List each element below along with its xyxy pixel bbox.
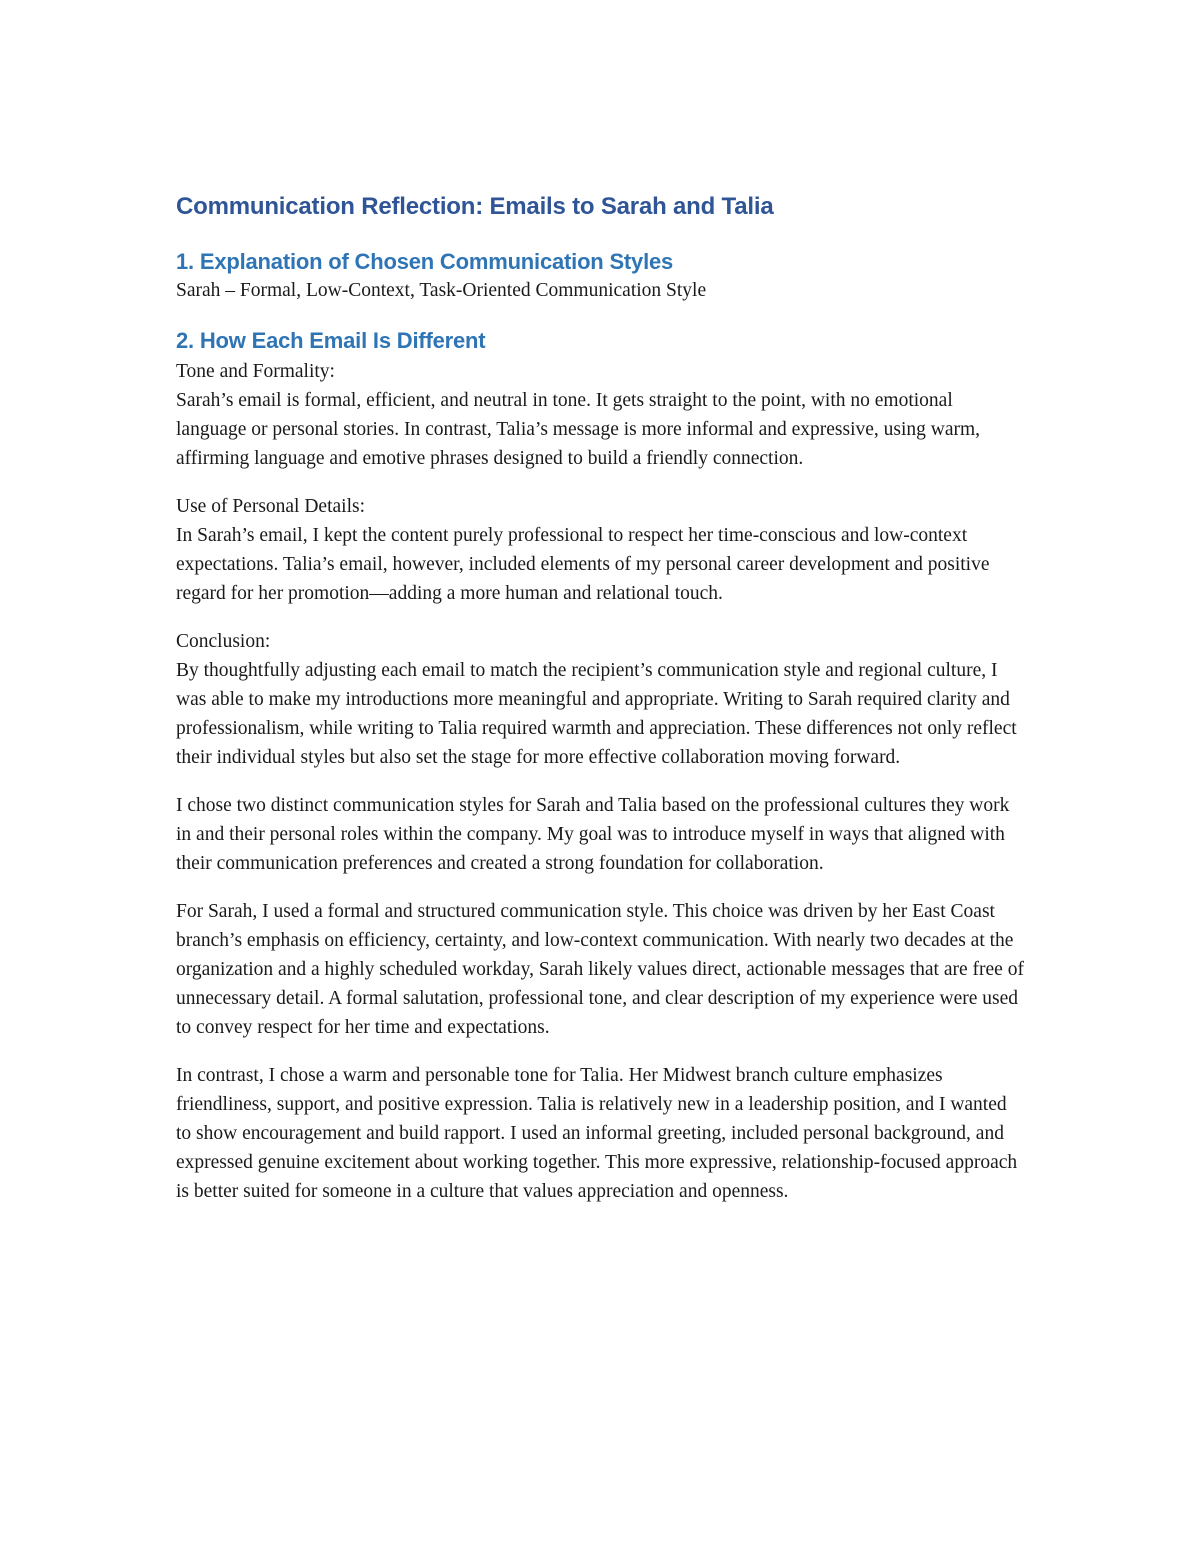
section-2-heading: 2. How Each Email Is Different xyxy=(176,328,486,353)
paragraph-talia-style: In contrast, I chose a warm and personable tone for Talia. Her Midwest branch culture emphasizes friendliness, support, and positive expression. Talia is relatively new in a leadership position, and I wanted to show encouragement and build rapport. I used an informal greeting, included personal background, and expressed genuine excitement about working together. This more expressive, relationship-focused approach is better suited for someone in a culture that values appreciation and openness. xyxy=(176,1065,1018,1202)
tone-text: Sarah’s email is formal, efficient, and neutral in tone. It gets straight to the point, with no emotional language or personal stories. In contrast, Talia’s message is more informal and expressive, using warm, affirming language and emotive phrases designed to build a friendly connection. xyxy=(176,390,981,469)
paragraph-sarah-style: For Sarah, I used a formal and structured communication style. This choice was driven by her East Coast branch’s emphasis on efficiency, certainty, and low-context communication. With nearly two decades at the organization and a highly scheduled workday, Sarah likely values direct, actionable messages that are free of unnecessary detail. A formal salutation, professional tone, and clear description of my experience were used to convey respect for her time and expectations. xyxy=(176,901,1024,1038)
section-1-heading: 1. Explanation of Chosen Communication Styles xyxy=(176,249,674,274)
personal-details-text: In Sarah’s email, I kept the content purely professional to respect her time-conscious and low-context expectations. Talia’s email, however, included elements of my personal career development and positive regard for her promotion—adding a more human and relational touch. xyxy=(176,525,990,604)
personal-details-block xyxy=(176,492,1026,608)
document-title: Communication Reflection: Emails to Sarah and Talia xyxy=(176,193,774,220)
document-page xyxy=(176,192,1026,1206)
tone-block xyxy=(176,357,1026,473)
tone-label: Tone and Formality: xyxy=(176,361,335,382)
personal-details-label: Use of Personal Details: xyxy=(176,496,366,517)
conclusion-label: Conclusion: xyxy=(176,631,271,652)
conclusion-block xyxy=(176,627,1026,772)
conclusion-text: By thoughtfully adjusting each email to match the recipient’s communication style and regional culture, I was able to make my introductions more meaningful and appropriate. Writing to Sarah required clarity and professionalism, while writing to Talia required warmth and appreciation. These differences not only reflect their individual styles but also set the stage for more effective collaboration moving forward. xyxy=(176,660,1017,768)
paragraph-style-choice: I chose two distinct communication styles for Sarah and Talia based on the professional cultures they work in and their personal roles within the company. My goal was to introduce myself in ways that aligned with their communication preferences and created a strong foundation for collaboration. xyxy=(176,795,1010,874)
section-1-subtitle: Sarah – Formal, Low-Context, Task-Oriented Communication Style xyxy=(176,280,707,301)
